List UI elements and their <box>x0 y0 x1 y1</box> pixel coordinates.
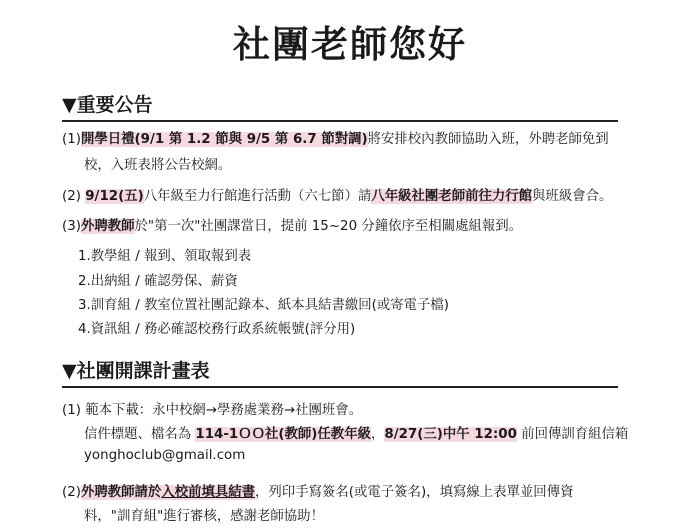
item-text: 八年級至力行館進行活動（六七節）請 <box>143 189 372 204</box>
item-text: 與班級會合。 <box>532 189 613 204</box>
plan-item-2 <box>62 481 573 500</box>
plan-item-1-line2 <box>84 423 628 442</box>
announcement-1 <box>62 128 609 147</box>
highlight-date: 9/12(五) <box>85 189 144 204</box>
plan-item-1: (1) 範本下載：永中校網→學務處業務→社團班會。 <box>62 403 363 418</box>
announcement-1-cont: 校，入班表將公告校網。 <box>84 158 232 173</box>
item-prefix: (2) <box>62 485 81 500</box>
sub-item-3: 3.訓育組 / 教室位置社團記錄本、紙本具結書繳回(或寄電子檔) <box>78 298 450 313</box>
announcement-3 <box>62 215 522 234</box>
sub-item-1: 1.教學組 / 報到、領取報到表 <box>78 249 252 264</box>
sub-item-2: 2.出納組 / 確認勞保、薪資 <box>78 274 238 289</box>
item-text: 將安排校內教師協助入班，外聘老師免到 <box>367 132 609 147</box>
item-prefix: (3) <box>62 219 81 234</box>
page-title: 社團老師您好 <box>233 23 467 66</box>
highlight-text: 八年級社團老師前往力行館 <box>371 189 533 204</box>
highlight-deadline: 8/27(三)中午 12:00 <box>384 427 517 442</box>
highlight-text: 開學日禮(9/1 第 1.2 節與 9/5 第 6.7 節對調) <box>80 132 368 147</box>
item-text: 信件標題、檔名為 <box>84 427 196 442</box>
email-link[interactable]: yonghoclub@gmail.com <box>84 448 246 463</box>
highlight-underlined-text: 入校前填具結書 <box>161 485 256 500</box>
item-text: 前回傳訓育組信箱 <box>516 427 629 442</box>
highlight-filename: 114-1ＯＯ社(教師)任教年級 <box>195 427 371 442</box>
section-heading-announcements: ▼重要公告 <box>62 90 618 122</box>
plan-item-2-cont: 料，"訓育組"進行審核，感謝老師協助！ <box>84 509 324 524</box>
item-prefix: (2) <box>62 189 86 204</box>
item-prefix: (1) <box>62 132 81 147</box>
announcement-2 <box>62 185 612 204</box>
sub-item-4: 4.資訊組 / 務必確認校務行政系統帳號(評分用) <box>78 322 356 337</box>
section-heading-course-plan: ▼社團開課計畫表 <box>62 356 618 388</box>
item-text: ， <box>370 427 385 442</box>
item-text: ，列印手寫簽名(或電子簽名)，填寫線上表單並回傳資 <box>255 485 574 500</box>
highlight-text: 外聘教師 <box>80 219 135 234</box>
highlight-text: 外聘教師請於 <box>80 485 162 500</box>
item-text: 於"第一次"社團課當日，提前 15~20 分鐘依序至相關處組報到。 <box>134 219 523 234</box>
